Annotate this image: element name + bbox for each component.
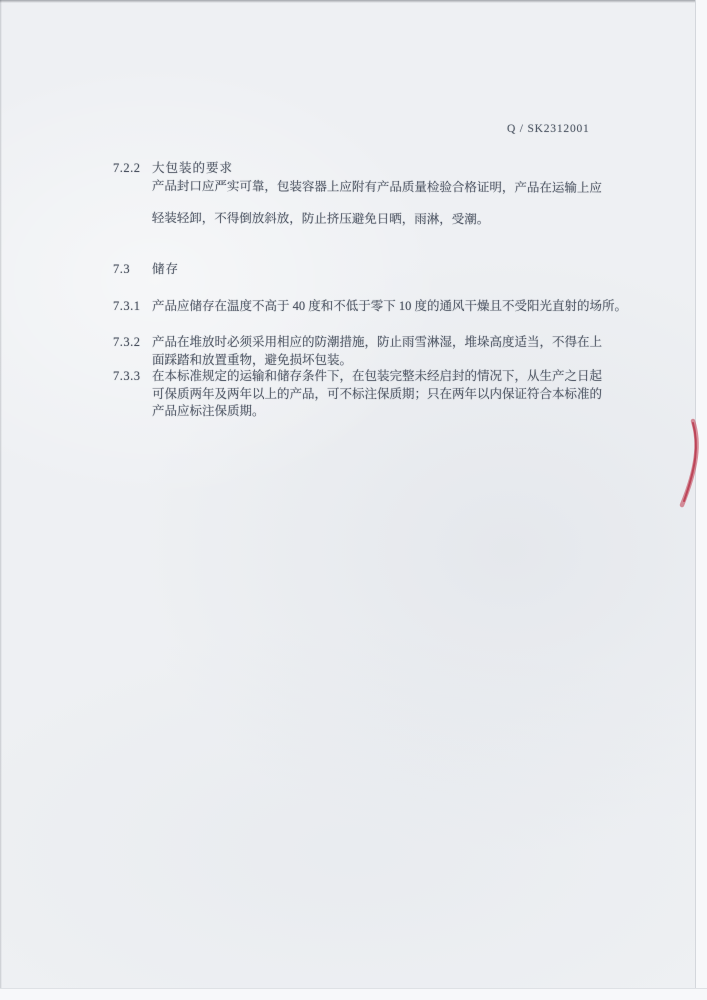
red-pen-stroke <box>670 413 707 515</box>
clause-number: 7.3 <box>113 262 131 276</box>
clause-number: 7.2.2 <box>113 161 141 175</box>
clause-title: 储存 <box>152 262 180 276</box>
clause-7-3-heading <box>113 261 179 277</box>
clause-number: 7.3.3 <box>113 369 141 383</box>
clause-number: 7.3.2 <box>113 335 141 349</box>
scan-edge-top <box>0 0 707 3</box>
clause-7-3-1 <box>113 298 642 316</box>
clause-body-text: 产品封口应严实可靠，包装容器上应附有产品质量检验合格证明，产品在运输上应轻装轻卸，不得倒放斜放，防止挤压避免日晒，雨淋，受潮。 <box>151 178 602 227</box>
scan-edge-left <box>0 0 2 1000</box>
doc-number: Q / SK2312001 <box>507 123 590 135</box>
clause-7-2-2-body <box>152 170 614 236</box>
scan-band-bottom <box>0 988 707 1000</box>
clause-body-text: 产品在堆放时必须采用相应的防潮措施，防止雨雪淋湿，堆垛高度适当，不得在上面踩踏和放置重物，避免损坏包装。 <box>152 335 603 367</box>
clause-body-text: 在本标准规定的运输和储存条件下，在包装完整未经启封的情况下，从生产之日起可保质两年及两年以上的产品，可不标注保质期；只在两年以内保证符合本标准的产品应标注保质期。 <box>152 369 603 418</box>
clause-number: 7.3.1 <box>113 299 141 313</box>
clause-7-3-2 <box>113 334 614 369</box>
clause-body-text: 产品应储存在温度不高于 40 度和不低于零下 10 度的通风干燥且不受阳光直射的场所。 <box>152 299 628 313</box>
clause-title: 大包装的要求 <box>152 161 234 175</box>
clause-7-3-3 <box>113 368 614 421</box>
